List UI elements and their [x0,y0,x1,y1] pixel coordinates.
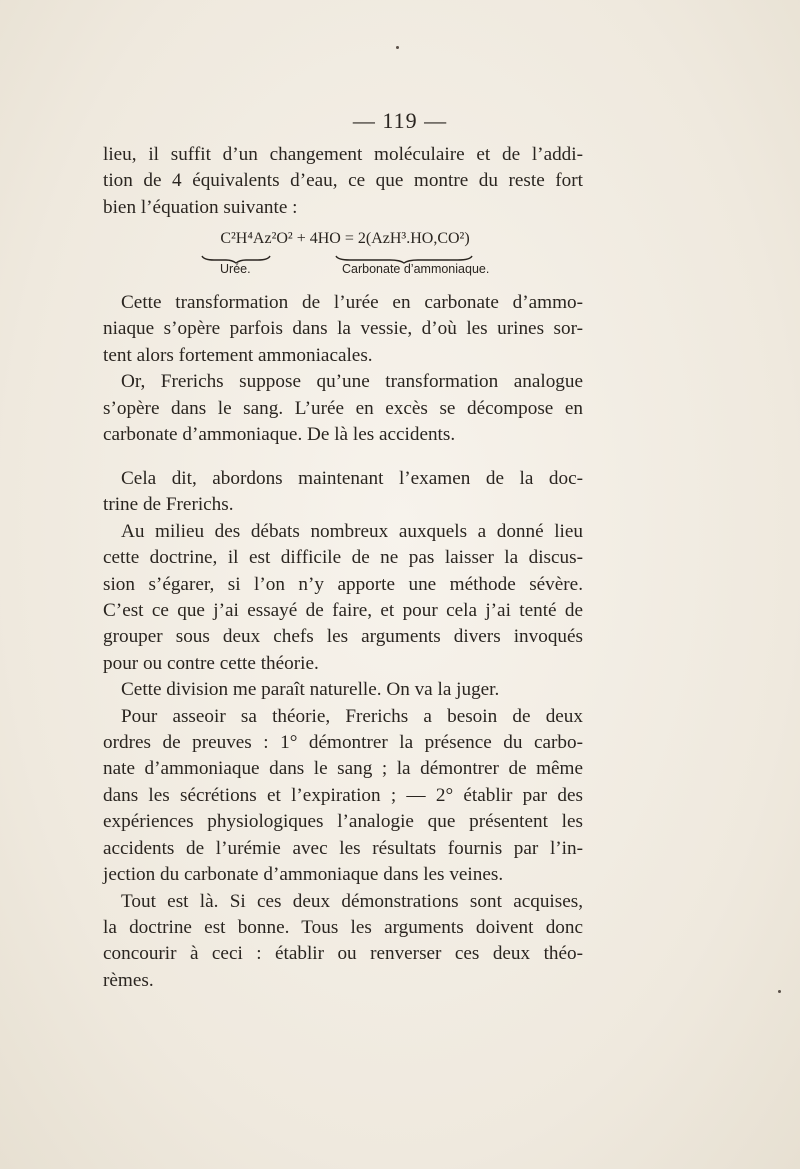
text-line: C’est ce que j’ai essayé de faire, et pour cela j’ai tenté de [103,600,583,622]
text-line: s’opère dans le sang. L’urée en excès se décompose en [103,397,583,419]
text-line: dans les sécrétions et l’expiration ; — 2° établir par des [103,784,583,806]
text-line: ordres de preuves : 1° démontrer la présence du carbo- [103,732,583,754]
text-line: nate d’ammoniaque dans le sang ; la démontrer de même [103,758,583,780]
text-line: Au milieu des débats nombreux auxquels a donné lieu [121,520,583,542]
text-line: pour ou contre cette théorie. [103,652,319,674]
text-line: Pour asseoir sa théorie, Frerichs a besoin de deux [121,705,583,727]
paper-speck [396,46,399,49]
text-line: Or, Frerichs suppose qu’une transformation analogue [121,371,583,393]
text-line: concourir à ceci : établir ou renverser ces deux théo- [103,943,583,965]
text-line: la doctrine est bonne. Tous les arguments doivent donc [103,916,583,938]
text-line: Tout est là. Si ces deux démonstrations sont acquises, [121,890,583,912]
text-line: tent alors fortement ammoniacales. [103,344,373,366]
text-line: bien l’équation suivante : [103,196,298,218]
text-line: carbonate d’ammoniaque. De là les accidents. [103,424,456,446]
text-line: niaque s’opère parfois dans la vessie, d’où les urines sor- [103,318,583,340]
text-line: rèmes. [103,969,154,991]
text-line: jection du carbonate d’ammoniaque dans les veines. [103,864,504,886]
page-number: — 119 — [352,108,448,133]
text-line: tion de 4 équivalents d’eau, ce que montre du reste fort [103,170,583,192]
label-carbonate: Carbonate d’ammoniaque. [342,262,490,276]
text-line: lieu, il suffit d’un changement moléculaire et de l’addi- [103,144,583,165]
text-block-doctrine [103,466,583,994]
text-line: accidents de l’urémie avec les résultats fournis par l’in- [103,837,583,859]
text-line: Cette division me paraît naturelle. On va la juger. [121,679,500,701]
text-line: sion s’égarer, si l’on n’y apporte une méthode sévère. [103,573,583,595]
text-line: Cela dit, abordons maintenant l’examen de la doc- [121,468,583,489]
text-line: Cette transformation de l’urée en carbonate d’ammo- [121,292,583,313]
text-block-intro [103,142,583,221]
text-line: expériences physiologiques l’analogie que présentent les [103,811,583,833]
label-urea: Urée. [220,262,251,276]
text-block-transformation [103,290,583,448]
text-line: grouper sous deux chefs les arguments divers invoqués [103,626,583,648]
chemical-equation: C²H⁴Az²O² + 4HO = 2(AzH³.HO,CO²) [220,230,470,247]
paper-speck [778,990,781,993]
text-line: cette doctrine, il est difficile de ne pas laisser la discus- [103,547,583,569]
text-line: trine de Frerichs. [103,494,234,516]
